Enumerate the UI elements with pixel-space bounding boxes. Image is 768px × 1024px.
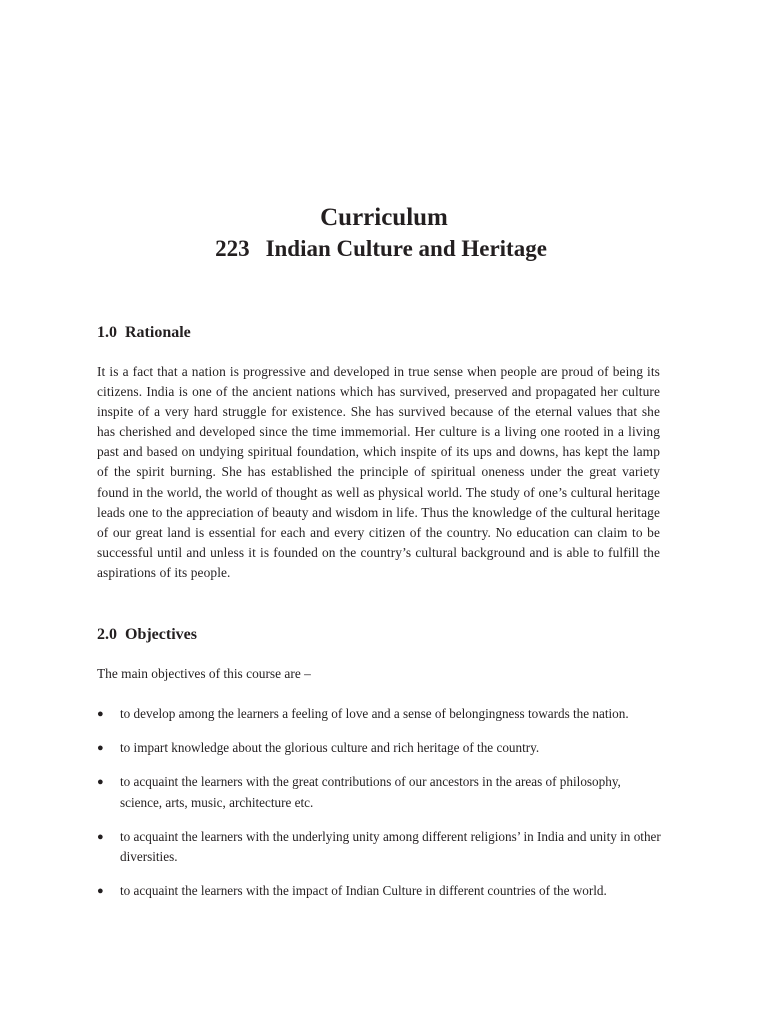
list-item-text: to acquaint the learners with the great contributions of our ancestors in the areas of philosophy, science, arts, music, architecture etc. xyxy=(120,774,621,810)
bullet-icon: ● xyxy=(97,708,104,720)
section-title: Objectives xyxy=(125,626,197,643)
list-item-text: to impart knowledge about the glorious culture and rich heritage of the country. xyxy=(120,740,540,755)
list-item xyxy=(97,704,662,725)
list-item-text: to develop among the learners a feeling of love and a sense of belongingness towards the nation. xyxy=(120,706,629,721)
list-item xyxy=(97,772,662,813)
bullet-icon: ● xyxy=(97,742,104,754)
course-number: 223 xyxy=(215,236,250,261)
bullet-icon: ● xyxy=(97,776,104,788)
section-number: 1.0 xyxy=(97,324,117,341)
rationale-paragraph: It is a fact that a nation is progressive and developed in true sense when people are proud of being its citizens. India is one of the ancient nations which has survived, preserved and propagated her culture inspite of a very hard struggle for existence. She has survived because of the eternal values that she has cherished and developed since the time immemorial. Her culture is a living one rooted in a living past and based on undying spiritual foundation, which inspite of its ups and downs, has kept the lamp of the spirit burning. She has established the principle of spiritual oneness under the great variety found in the world, the world of thought as well as physical world. The study of one’s cultural heritage leads one to the appreciation of beauty and wisdom in life. Thus the knowledge of the cultural heritage of our great land is essential for each and every citizen of the country. No education can claim to be successful until and unless it is founded on the country’s cultural background and is able to fulfill the aspirations of its people. xyxy=(97,364,660,580)
document-title: Curriculum xyxy=(320,204,448,231)
list-item-text: to acquaint the learners with the underlying unity among different religions’ in India and unity in other diversities. xyxy=(120,828,661,864)
section-title: Rationale xyxy=(125,324,191,341)
bullet-icon: ● xyxy=(97,830,104,843)
objectives-intro: The main objectives of this course are – xyxy=(97,666,311,681)
course-title xyxy=(0,233,768,265)
list-item xyxy=(97,738,662,759)
title-block xyxy=(0,203,768,265)
objectives-list xyxy=(97,704,662,915)
course-name: Indian Culture and Heritage xyxy=(265,236,547,261)
section-number: 2.0 xyxy=(97,626,117,643)
list-item xyxy=(97,827,662,868)
section-heading-rationale xyxy=(97,323,191,343)
bullet-icon: ● xyxy=(97,885,104,897)
list-item-text: to acquaint the learners with the impact of Indian Culture in different countries of the world. xyxy=(120,883,607,898)
list-item xyxy=(97,881,662,902)
section-heading-objectives xyxy=(97,625,197,645)
